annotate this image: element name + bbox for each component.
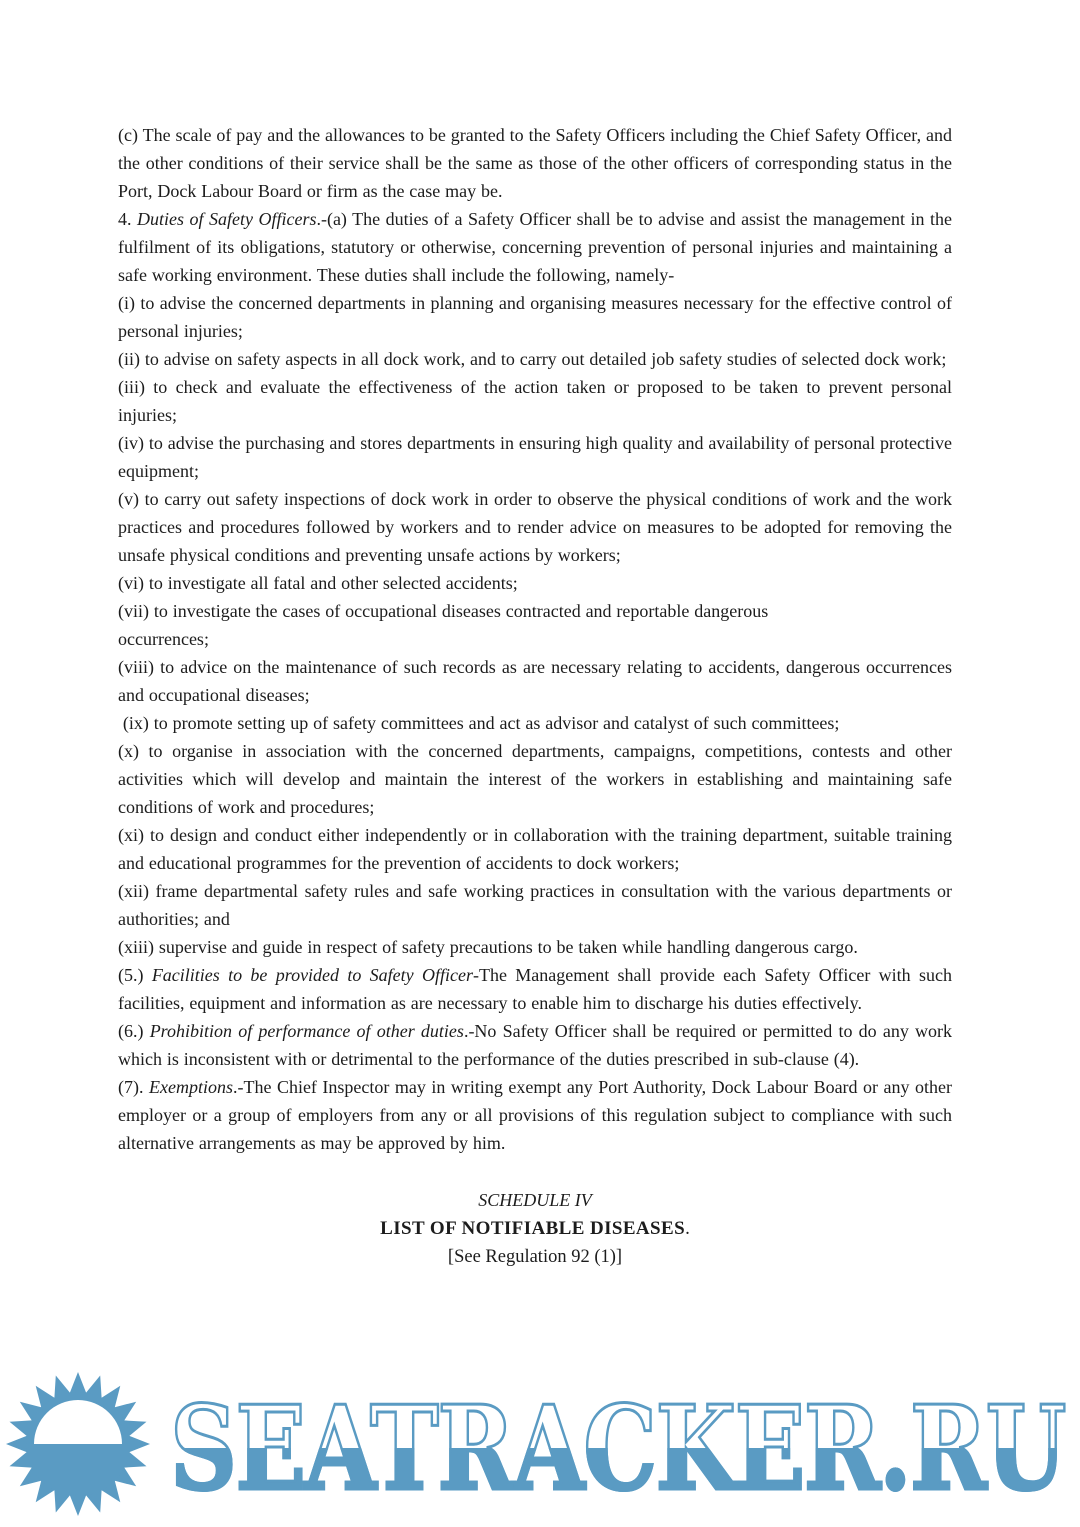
paragraph bbox=[118, 205, 952, 289]
text-run: Exemptions bbox=[148, 1077, 233, 1097]
watermark-text: SEATRACKER.RU bbox=[170, 1381, 1065, 1517]
paragraph bbox=[118, 429, 952, 485]
schedule-subtitle-text: LIST OF NOTIFIABLE DISEASES bbox=[380, 1218, 686, 1239]
paragraph bbox=[118, 933, 952, 961]
text-run: (c) The scale of pay and the allowances to be granted to the Safety Officers including the Chief Safety Officer, and the other conditions of their service shall be the same as those of the other officers of corresponding status in the Port, Dock Labour Board or firm as the case may be. bbox=[118, 125, 952, 201]
schedule-subtitle-period: . bbox=[685, 1218, 690, 1239]
text-run: (iii) to check and evaluate the effectiveness of the action taken or proposed to be taken to prevent personal injuries; bbox=[118, 377, 952, 425]
text-run: -The Management shall provide each Safety Officer with such facilities, equipment and information as are necessary to enable him to discharge his duties effectively. bbox=[118, 965, 952, 1013]
paragraph bbox=[118, 121, 952, 205]
paragraph bbox=[118, 373, 952, 429]
paragraph bbox=[118, 597, 952, 653]
text-run: (x) to organise in association with the concerned departments, campaigns, competitions, contests and other activities which will develop and maintain the interest of the workers in establishing and maintaining safe conditions of work and procedures; bbox=[118, 741, 952, 817]
sun-icon bbox=[2, 1368, 154, 1520]
text-run: (v) to carry out safety inspections of dock work in order to observe the physical conditions of work and the work practices and procedures followed by workers and to render advice on measures to be adopted for removing the unsafe physical conditions and preventing unsafe actions by workers; bbox=[118, 489, 952, 565]
paragraph bbox=[118, 345, 952, 373]
text-run: (viii) to advice on the maintenance of such records as are necessary relating to accidents, dangerous occurrences and occupational diseases; bbox=[118, 657, 952, 705]
text-run: (xiii) supervise and guide in respect of safety precautions to be taken while handling dangerous cargo. bbox=[118, 937, 858, 957]
paragraph bbox=[118, 821, 952, 877]
text-run: Duties of Safety Officers bbox=[137, 209, 317, 229]
text-run: (xii) frame departmental safety rules and safe working practices in consultation with the various departments or authorities; and bbox=[118, 881, 952, 929]
paragraph bbox=[118, 877, 952, 933]
paragraph bbox=[118, 569, 952, 597]
document-body bbox=[118, 121, 952, 1272]
text-run: (7). bbox=[118, 1077, 149, 1097]
text-run: (iv) to advise the purchasing and stores departments in ensuring high quality and availability of personal protective equipment; bbox=[118, 433, 952, 481]
paragraph bbox=[118, 709, 952, 737]
paragraph bbox=[118, 1017, 952, 1073]
paragraph bbox=[118, 961, 952, 1017]
text-run: (xi) to design and conduct either independently or in collaboration with the training department, suitable training and educational programmes for the prevention of accidents to dock workers; bbox=[118, 825, 952, 873]
text-run: (i) to advise the concerned departments in planning and organising measures necessary for the effective control of personal injuries; bbox=[118, 293, 952, 341]
text-run: (vii) to investigate the cases of occupational diseases contracted and reportable dangerous bbox=[118, 601, 769, 621]
text-run: .-(a) The duties of a Safety Officer shall be to advise and assist the management in the fulfilment of its obligations, statutory or otherwise, concerning prevention of personal injuries and maintaining a safe working environment. These duties shall include the following, namely- bbox=[118, 209, 952, 285]
text-run: Prohibition of performance of other duties bbox=[149, 1021, 464, 1041]
text-run: (vi) to investigate all fatal and other selected accidents; bbox=[118, 573, 518, 593]
text-run: occurrences; bbox=[118, 629, 209, 649]
paragraph bbox=[118, 653, 952, 709]
text-run: .-No Safety Officer shall be required or permitted to do any work which is inconsistent with or detrimental to the performance of the duties prescribed in sub-clause (4). bbox=[118, 1021, 953, 1069]
text-run: 4. bbox=[118, 209, 137, 229]
schedule-section bbox=[118, 1186, 952, 1272]
text-run: (5.) bbox=[118, 965, 152, 985]
seatracker-watermark bbox=[0, 1360, 1080, 1527]
paragraph bbox=[118, 289, 952, 345]
paragraph bbox=[118, 485, 952, 569]
schedule-regulation-ref: [See Regulation 92 (1)] bbox=[447, 1247, 623, 1267]
paragraph-container bbox=[118, 121, 952, 1157]
paragraph bbox=[118, 1073, 952, 1157]
paragraph bbox=[118, 737, 952, 821]
text-run: (6.) bbox=[118, 1021, 150, 1041]
schedule-subtitle bbox=[118, 1214, 952, 1243]
text-run: .-The Chief Inspector may in writing exempt any Port Authority, Dock Labour Board or any other employer or a group of employers from any or all provisions of this regulation subject to compliance with such alternative arrangements as may be approved by him. bbox=[118, 1077, 952, 1153]
text-run: (ii) to advise on safety aspects in all dock work, and to carry out detailed job safety studies of selected dock work; bbox=[118, 349, 947, 369]
text-run: (ix) to promote setting up of safety committees and act as advisor and catalyst of such committees; bbox=[118, 713, 840, 733]
schedule-title: SCHEDULE IV bbox=[478, 1190, 592, 1210]
text-run: Facilities to be provided to Safety Officer bbox=[151, 965, 473, 985]
